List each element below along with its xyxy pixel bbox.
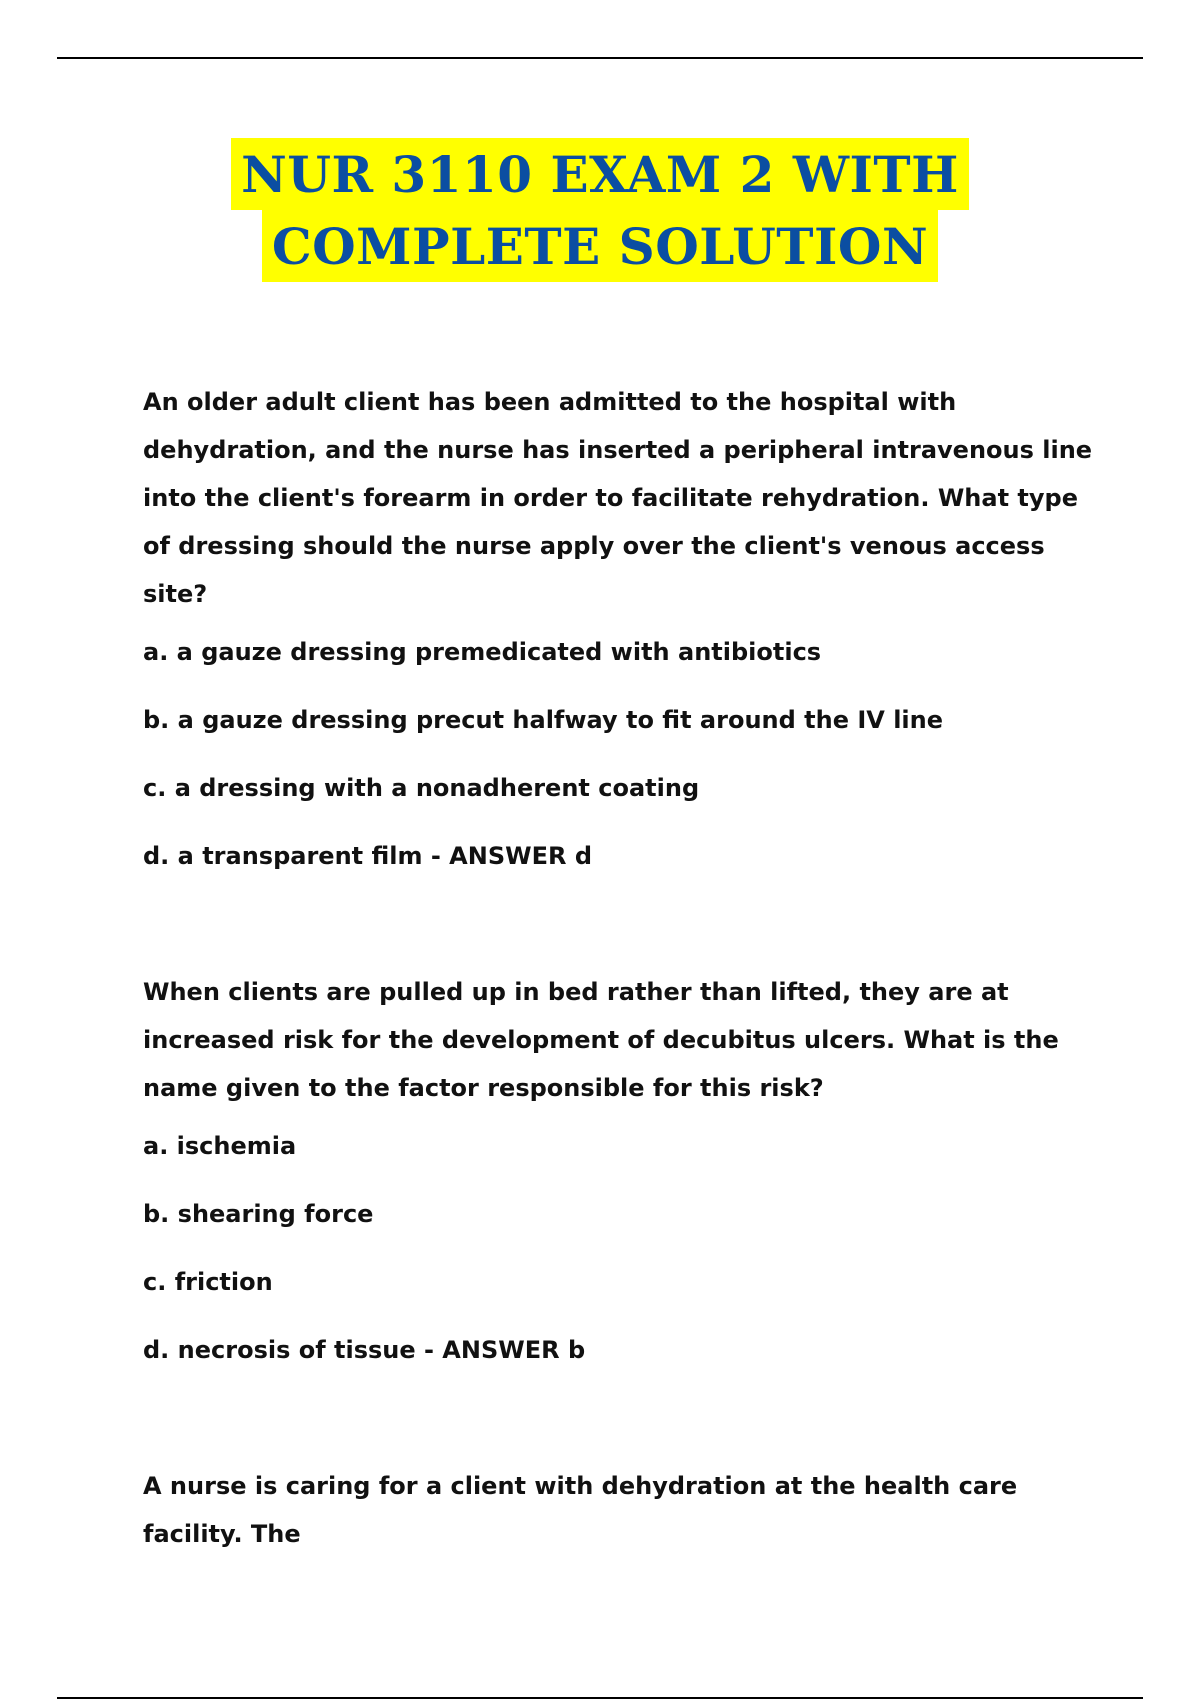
question-stem-1: An older adult client has been admitted to the hospital with dehydration, and the nurse has inserted a peripheral intravenous line into the client's forearm in order to facilitate rehydration. What type of dressing should the nurse apply over the client's venous access site? — [143, 388, 1093, 608]
title-line-1: NUR 3110 EXAM 2 WITH — [231, 138, 969, 210]
document-title — [0, 138, 1200, 282]
option-2c: c. friction — [143, 1268, 273, 1296]
question-block-2 — [143, 968, 1103, 1374]
bottom-rule — [57, 1697, 1143, 1699]
option-1d-answer: d. a transparent film - ANSWER d — [143, 842, 593, 870]
option-2b: b. shearing force — [143, 1200, 374, 1228]
option-1c: c. a dressing with a nonadherent coating — [143, 774, 700, 802]
question-stem-2: When clients are pulled up in bed rather than lifted, they are at increased risk for the development of decubitus ulcers. What is the name given to the factor responsible for this risk? — [143, 978, 1059, 1102]
question-block-3 — [143, 1462, 1103, 1558]
option-2a: a. ischemia — [143, 1132, 297, 1160]
question-block-1 — [143, 378, 1103, 880]
top-rule — [57, 57, 1143, 59]
title-line-2: COMPLETE SOLUTION — [262, 210, 938, 282]
option-2d-answer: d. necrosis of tissue - ANSWER b — [143, 1336, 586, 1364]
option-1b: b. a gauze dressing precut halfway to fit around the IV line — [143, 706, 944, 734]
option-1a: a. a gauze dressing premedicated with antibiotics — [143, 638, 822, 666]
document-body — [143, 378, 1103, 1568]
question-stem-3: A nurse is caring for a client with dehydration at the health care facility. The — [143, 1472, 1018, 1548]
